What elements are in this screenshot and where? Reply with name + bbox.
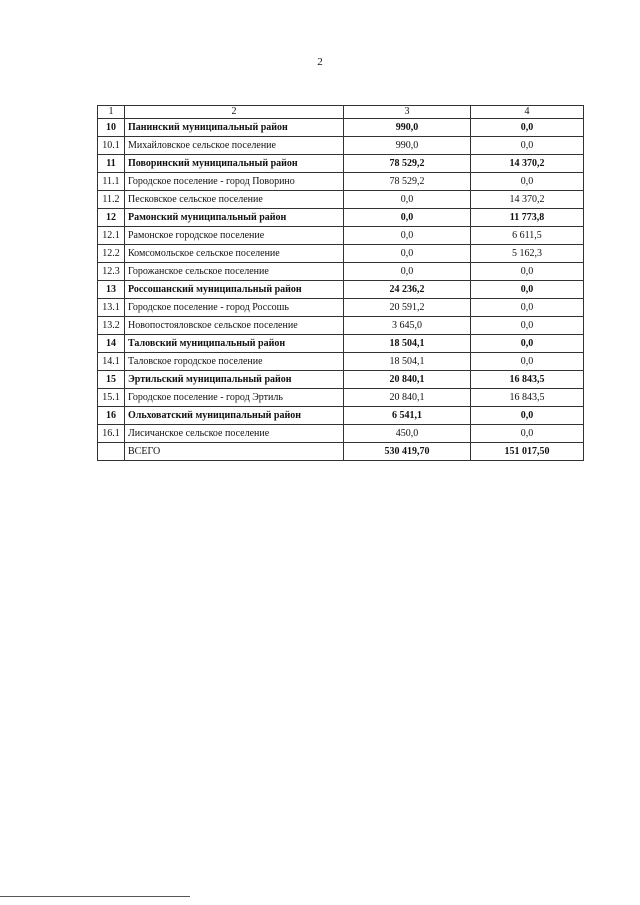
table-row: [98, 299, 584, 317]
row-name-cell: Городское поселение - город Россошь: [125, 299, 344, 317]
budget-table: [97, 105, 584, 461]
row-col4-cell: 14 370,2: [471, 155, 584, 173]
header-row: [98, 106, 584, 119]
total-col4-cell: 151 017,50: [471, 443, 584, 461]
row-number-cell: 11.2: [98, 191, 125, 209]
row-col4-cell: 0,0: [471, 119, 584, 137]
row-col4-cell: 0,0: [471, 137, 584, 155]
header-col-4: 4: [471, 106, 584, 119]
table-row: [98, 209, 584, 227]
table-row: [98, 173, 584, 191]
row-col4-cell: 0,0: [471, 407, 584, 425]
row-col3-cell: 990,0: [344, 119, 471, 137]
row-name-cell: Новопостояловское сельское поселение: [125, 317, 344, 335]
table-row: [98, 371, 584, 389]
row-col3-cell: 0,0: [344, 209, 471, 227]
row-number-cell: 14.1: [98, 353, 125, 371]
row-number-cell: 12: [98, 209, 125, 227]
row-number-cell: 14: [98, 335, 125, 353]
row-col4-cell: 0,0: [471, 317, 584, 335]
row-number-cell: 15.1: [98, 389, 125, 407]
row-col3-cell: 0,0: [344, 263, 471, 281]
row-col3-cell: 990,0: [344, 137, 471, 155]
table-row: [98, 425, 584, 443]
row-col4-cell: 0,0: [471, 299, 584, 317]
row-number-cell: 12.1: [98, 227, 125, 245]
row-col3-cell: 3 645,0: [344, 317, 471, 335]
row-name-cell: Поворинский муниципальный район: [125, 155, 344, 173]
row-number-cell: 11: [98, 155, 125, 173]
table-row: [98, 335, 584, 353]
row-col3-cell: 20 840,1: [344, 371, 471, 389]
total-number-cell: [98, 443, 125, 461]
table-row: [98, 281, 584, 299]
row-col4-cell: 5 162,3: [471, 245, 584, 263]
row-number-cell: 10: [98, 119, 125, 137]
total-label-cell: ВСЕГО: [125, 443, 344, 461]
row-name-cell: Городское поселение - город Эртиль: [125, 389, 344, 407]
row-name-cell: Эртильский муниципальный район: [125, 371, 344, 389]
table-row: [98, 263, 584, 281]
row-number-cell: 16.1: [98, 425, 125, 443]
row-name-cell: Лисичанское сельское поселение: [125, 425, 344, 443]
row-number-cell: 15: [98, 371, 125, 389]
row-col4-cell: 11 773,8: [471, 209, 584, 227]
row-col3-cell: 20 840,1: [344, 389, 471, 407]
row-col4-cell: 0,0: [471, 263, 584, 281]
table-row: [98, 245, 584, 263]
row-name-cell: Панинский муниципальный район: [125, 119, 344, 137]
header-col-3: 3: [344, 106, 471, 119]
table-row: [98, 353, 584, 371]
total-row: [98, 443, 584, 461]
row-col3-cell: 24 236,2: [344, 281, 471, 299]
row-number-cell: 10.1: [98, 137, 125, 155]
row-name-cell: Ольховатский муниципальный район: [125, 407, 344, 425]
row-col4-cell: 6 611,5: [471, 227, 584, 245]
table-row: [98, 155, 584, 173]
row-col3-cell: 78 529,2: [344, 155, 471, 173]
row-col3-cell: 0,0: [344, 191, 471, 209]
row-name-cell: Рамонское городское поселение: [125, 227, 344, 245]
row-col4-cell: 0,0: [471, 335, 584, 353]
table-header: [98, 106, 584, 119]
row-col4-cell: 0,0: [471, 353, 584, 371]
row-name-cell: Михайловское сельское поселение: [125, 137, 344, 155]
row-name-cell: Песковское сельское поселение: [125, 191, 344, 209]
footer-rule: [0, 896, 190, 897]
row-col4-cell: 0,0: [471, 173, 584, 191]
row-col3-cell: 18 504,1: [344, 353, 471, 371]
row-number-cell: 13.2: [98, 317, 125, 335]
row-col3-cell: 0,0: [344, 245, 471, 263]
row-number-cell: 16: [98, 407, 125, 425]
row-number-cell: 12.3: [98, 263, 125, 281]
row-col4-cell: 14 370,2: [471, 191, 584, 209]
row-col3-cell: 6 541,1: [344, 407, 471, 425]
row-col4-cell: 16 843,5: [471, 371, 584, 389]
row-col3-cell: 18 504,1: [344, 335, 471, 353]
table-row: [98, 407, 584, 425]
table-body: [98, 119, 584, 461]
table-row: [98, 227, 584, 245]
row-col4-cell: 0,0: [471, 281, 584, 299]
row-name-cell: Таловское городское поселение: [125, 353, 344, 371]
row-col3-cell: 450,0: [344, 425, 471, 443]
row-col3-cell: 20 591,2: [344, 299, 471, 317]
table-row: [98, 119, 584, 137]
table-row: [98, 191, 584, 209]
table-row: [98, 389, 584, 407]
row-number-cell: 13: [98, 281, 125, 299]
row-name-cell: Россошанский муниципальный район: [125, 281, 344, 299]
page-number: 2: [317, 56, 323, 68]
total-col3-cell: 530 419,70: [344, 443, 471, 461]
row-number-cell: 13.1: [98, 299, 125, 317]
row-number-cell: 12.2: [98, 245, 125, 263]
row-col3-cell: 0,0: [344, 227, 471, 245]
header-col-1: 1: [98, 106, 125, 119]
row-col4-cell: 0,0: [471, 425, 584, 443]
row-col3-cell: 78 529,2: [344, 173, 471, 191]
row-name-cell: Горожанское сельское поселение: [125, 263, 344, 281]
table-row: [98, 137, 584, 155]
table-row: [98, 317, 584, 335]
row-name-cell: Рамонский муниципальный район: [125, 209, 344, 227]
row-number-cell: 11.1: [98, 173, 125, 191]
row-name-cell: Городское поселение - город Поворино: [125, 173, 344, 191]
row-col4-cell: 16 843,5: [471, 389, 584, 407]
header-col-2: 2: [125, 106, 344, 119]
row-name-cell: Комсомольское сельское поселение: [125, 245, 344, 263]
row-name-cell: Таловский муниципальный район: [125, 335, 344, 353]
